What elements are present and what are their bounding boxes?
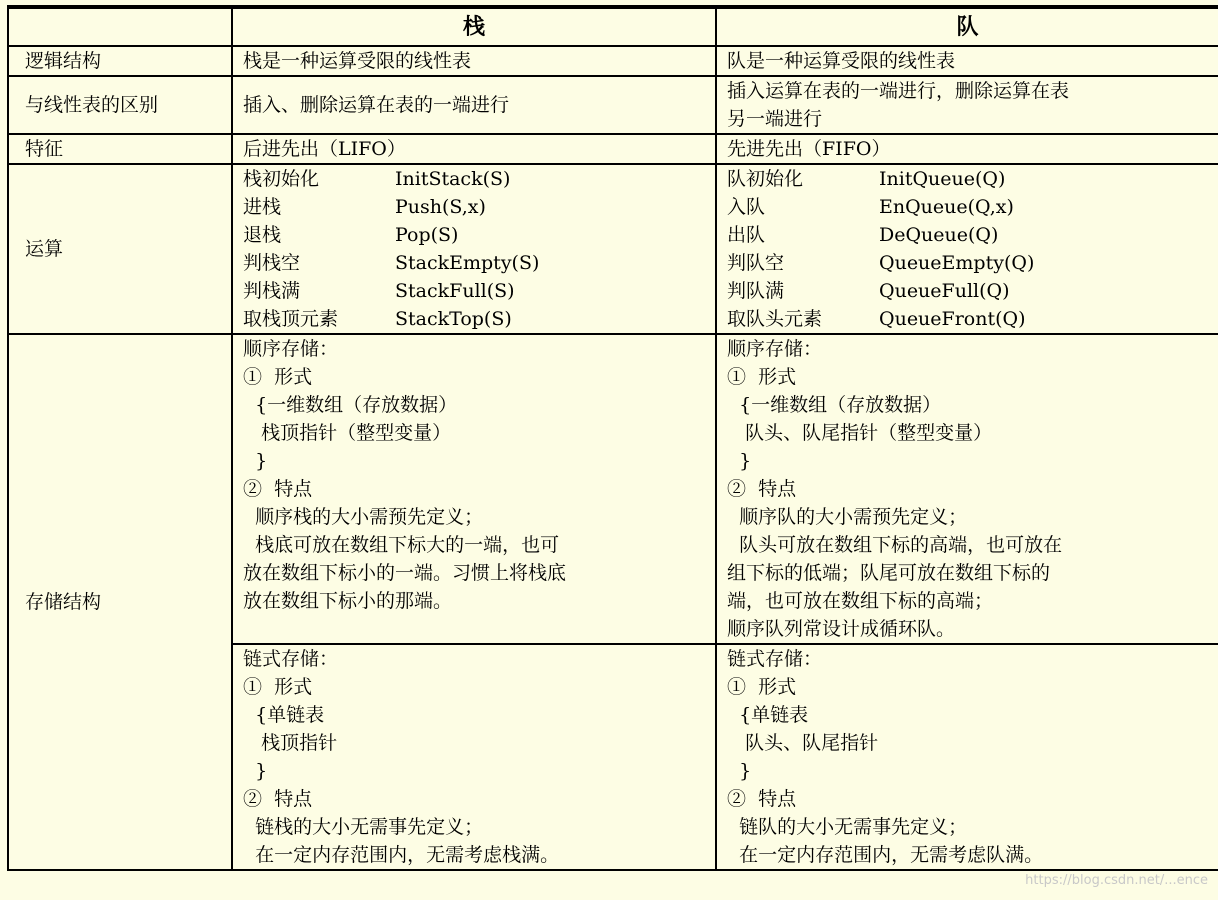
queue-op-func: QueueFull(Q) [879, 280, 1010, 302]
stack-op-row [243, 277, 705, 305]
queue-op-func: EnQueue(Q,x) [879, 196, 1014, 218]
link-stack-line: ① 形式 [243, 676, 313, 698]
seq-stack-line: 顺序栈的大小需预先定义； [243, 506, 484, 528]
seq-queue-line: {一维数组（存放数据） [727, 394, 942, 416]
queue-diff-line-1: 插入运算在表的一端进行，删除运算在表 [727, 80, 1070, 102]
seq-stack-line: 放在数组下标小的那端。 [243, 590, 453, 612]
link-stack-line: ② 特点 [243, 788, 313, 810]
stack-queue-comparison-table [7, 5, 1218, 871]
queue-logic: 队是一种运算受限的线性表 [716, 46, 1218, 76]
stack-logic: 栈是一种运算受限的线性表 [232, 46, 716, 76]
row-diff [8, 76, 1218, 134]
seq-stack-line: 栈底可放在数组下标大的一端，也可 [243, 534, 560, 556]
queue-op-name: 入队 [727, 196, 766, 218]
row-storage-seq [8, 334, 1218, 644]
stack-feature: 后进先出（LIFO） [232, 134, 716, 164]
header-stack: 栈 [232, 7, 716, 46]
watermark: https://blog.csdn.net/...ence [1025, 873, 1208, 888]
link-queue-line: } [727, 760, 752, 782]
queue-diff [716, 76, 1218, 134]
stack-op-row [243, 221, 705, 249]
stack-op-func: InitStack(S) [395, 168, 511, 190]
seq-queue-line: 顺序存储： [727, 338, 823, 360]
seq-queue-line: 队头、队尾指针（整型变量） [727, 422, 993, 444]
queue-op-func: QueueEmpty(Q) [879, 252, 1035, 274]
seq-queue-line: 队头可放在数组下标的高端，也可放在 [727, 534, 1063, 556]
queue-op-name: 队初始化 [727, 168, 804, 190]
queue-diff-line-2: 另一端进行 [727, 108, 823, 130]
stack-op-name: 取栈顶元素 [243, 308, 339, 330]
link-queue-line: {单链表 [727, 704, 809, 726]
stack-op-func: StackEmpty(S) [395, 252, 540, 274]
stack-op-row [243, 193, 705, 221]
stack-op-row [243, 249, 705, 277]
stack-op-name: 栈初始化 [243, 168, 320, 190]
seq-stack-line: ② 特点 [243, 478, 313, 500]
link-queue-line: 队头、队尾指针 [727, 732, 879, 754]
label-storage: 存储结构 [8, 334, 232, 870]
link-queue-line: 链式存储： [727, 648, 823, 670]
queue-op-func: InitQueue(Q) [879, 168, 1006, 190]
seq-stack-line: 放在数组下标小的一端。习惯上将栈底 [243, 562, 567, 584]
stack-op-name: 进栈 [243, 196, 282, 218]
seq-queue-line: } [727, 450, 752, 472]
queue-seq-storage [716, 334, 1218, 644]
seq-stack-line: } [243, 450, 268, 472]
header-blank-cell [8, 7, 232, 46]
queue-op-row [727, 221, 1208, 249]
queue-op-name: 判队满 [727, 280, 785, 302]
seq-queue-line: 顺序队的大小需预先定义； [727, 506, 968, 528]
link-stack-line: 链栈的大小无需事先定义； [243, 816, 484, 838]
queue-op-row [727, 249, 1208, 277]
stack-op-name: 退栈 [243, 224, 282, 246]
queue-op-func: DeQueue(Q) [879, 224, 999, 246]
link-stack-line: {单链表 [243, 704, 325, 726]
link-stack-line: 在一定内存范围内，无需考虑栈满。 [243, 844, 560, 866]
label-feature: 特征 [8, 134, 232, 164]
stack-ops [232, 164, 716, 334]
stack-op-name: 判栈空 [243, 252, 301, 274]
seq-stack-line: ① 形式 [243, 366, 313, 388]
seq-queue-line: 顺序队列常设计成循环队。 [727, 618, 956, 640]
queue-op-row [727, 305, 1208, 333]
stack-link-storage [232, 644, 716, 870]
seq-queue-line: ② 特点 [727, 478, 797, 500]
row-logic [8, 46, 1218, 76]
stack-op-func: Pop(S) [395, 224, 459, 246]
stack-op-func: StackTop(S) [395, 308, 512, 330]
seq-queue-line: ① 形式 [727, 366, 797, 388]
stack-op-row [243, 305, 705, 333]
stack-diff: 插入、删除运算在表的一端进行 [232, 76, 716, 134]
link-stack-line: 栈顶指针 [243, 732, 338, 754]
queue-ops [716, 164, 1218, 334]
stack-op-name: 判栈满 [243, 280, 301, 302]
queue-op-row [727, 193, 1208, 221]
queue-op-name: 判队空 [727, 252, 785, 274]
row-ops [8, 164, 1218, 334]
queue-op-name: 出队 [727, 224, 766, 246]
header-row [8, 7, 1218, 46]
seq-queue-line: 端，也可放在数组下标的高端； [727, 590, 994, 612]
link-stack-line: 链式存储： [243, 648, 339, 670]
link-stack-line: } [243, 760, 268, 782]
label-logic: 逻辑结构 [8, 46, 232, 76]
queue-op-name: 取队头元素 [727, 308, 823, 330]
link-queue-line: 链队的大小无需事先定义； [727, 816, 968, 838]
seq-stack-line: 栈顶指针（整型变量） [243, 422, 452, 444]
link-queue-line: ① 形式 [727, 676, 797, 698]
stack-seq-storage [232, 334, 716, 644]
stack-op-func: Push(S,x) [395, 196, 486, 218]
queue-link-storage [716, 644, 1218, 870]
header-queue: 队 [716, 7, 1218, 46]
seq-stack-line: {一维数组（存放数据） [243, 394, 458, 416]
seq-stack-line: 顺序存储： [243, 338, 339, 360]
queue-op-row [727, 277, 1208, 305]
seq-queue-line: 组下标的低端；队尾可放在数组下标的 [727, 562, 1051, 584]
queue-op-func: QueueFront(Q) [879, 308, 1026, 330]
link-queue-line: 在一定内存范围内，无需考虑队满。 [727, 844, 1044, 866]
row-feature [8, 134, 1218, 164]
queue-op-row [727, 165, 1208, 193]
link-queue-line: ② 特点 [727, 788, 797, 810]
stack-op-row [243, 165, 705, 193]
queue-feature: 先进先出（FIFO） [716, 134, 1218, 164]
label-diff: 与线性表的区别 [8, 76, 232, 134]
label-ops: 运算 [8, 164, 232, 334]
stack-op-func: StackFull(S) [395, 280, 515, 302]
